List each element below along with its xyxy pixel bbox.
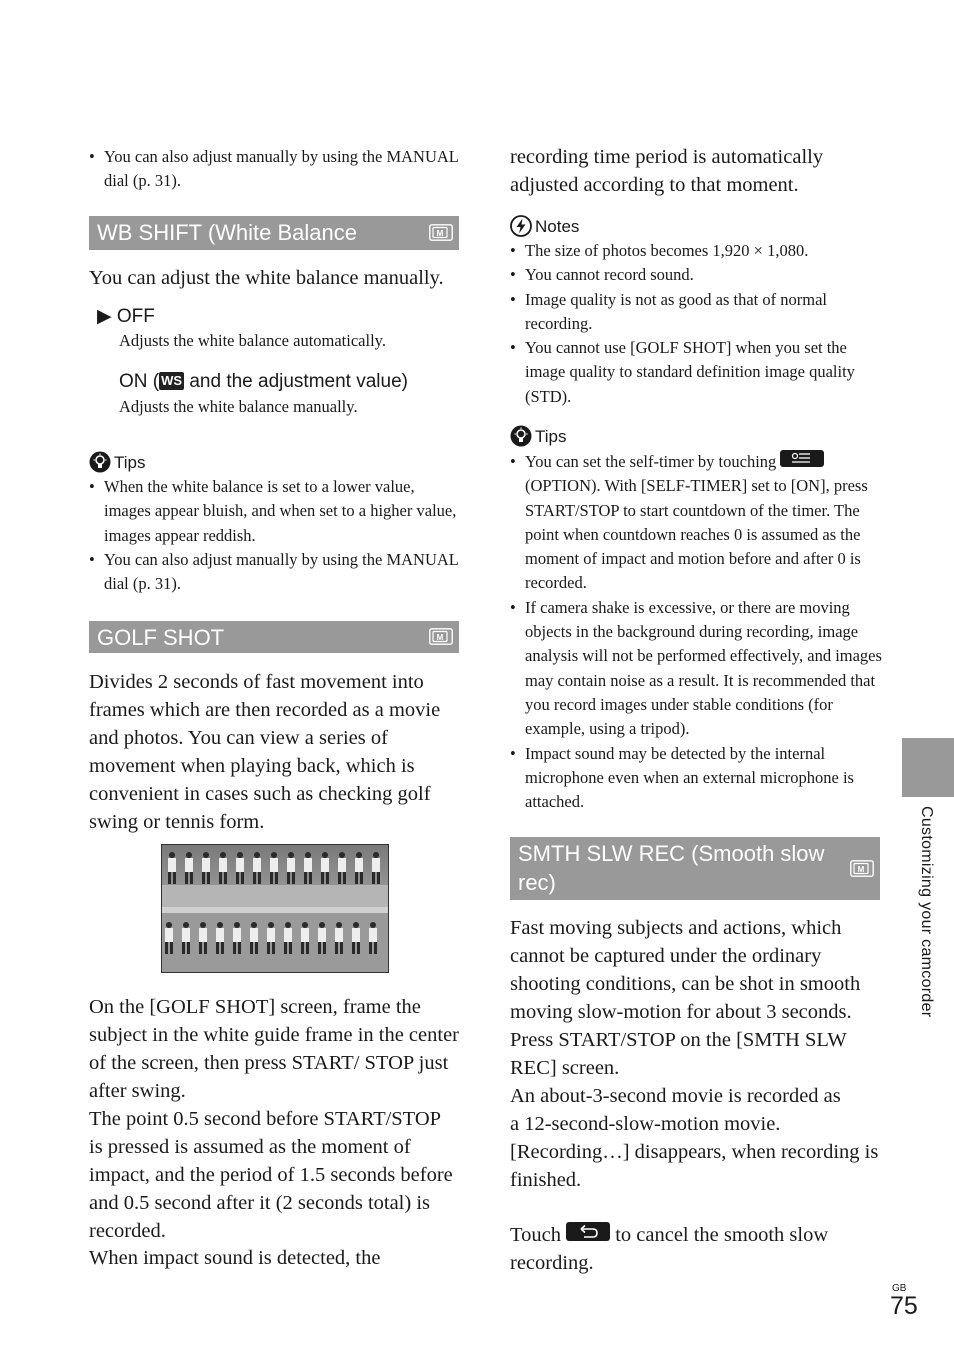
chapter-side-label: Customizing your camcorder bbox=[918, 806, 935, 1018]
option-off bbox=[97, 305, 155, 329]
right-tips-label-text: Tips bbox=[535, 427, 567, 446]
tip-item-self-timer bbox=[510, 450, 882, 596]
lightbulb-icon bbox=[89, 451, 111, 473]
touch-prefix: Touch bbox=[510, 1224, 561, 1246]
smth-para3: An about-3-second movie is recorded as a 12-second-slow-motion movie. bbox=[510, 1085, 841, 1135]
tip-item: • If camera shake is excessive, or there are moving objects in the background during recording, image analysis will not be performed effectively, and images may contain noise as a result. It is recommended that you record images under stable conditions (for example, using a tripod). bbox=[510, 596, 882, 742]
notes-list bbox=[510, 239, 880, 409]
touch-suffix: to cancel the smooth slow recording. bbox=[510, 1224, 829, 1274]
wb-tips-label-text: Tips bbox=[114, 453, 146, 472]
lightbulb-icon bbox=[510, 425, 532, 447]
golf-shot-intro: Divides 2 seconds of fast movement into frames which are then recorded as a movie and photos. You can view a series of movement when playing back, which is convenient in cases such as checking golf swing or tennis form. bbox=[89, 671, 441, 833]
option-on-suffix: and the adjustment value) bbox=[184, 371, 408, 392]
wb-tip-item: • When the white balance is set to a lower value, images appear bluish, and when set to a higher value, images appear reddish. bbox=[89, 475, 459, 548]
golf-shot-heading bbox=[89, 621, 459, 653]
wb-shift-heading-text: WB SHIFT (White Balance Shift) bbox=[97, 220, 357, 274]
notes-label-text: Notes bbox=[535, 217, 580, 236]
right-tips-label bbox=[510, 425, 567, 448]
notes-icon bbox=[510, 215, 532, 237]
smth-slw-rec-heading-text: SMTH SLW REC (Smooth slow rec) bbox=[518, 841, 825, 895]
option-off-label: OFF bbox=[116, 306, 155, 327]
note-item: • You cannot use [GOLF SHOT] when you set the image quality to standard definition image quality (STD). bbox=[510, 336, 880, 409]
svg-text:M: M bbox=[436, 633, 444, 642]
note-item: • You cannot record sound. bbox=[510, 263, 880, 287]
golf-continuation: recording time period is automatically adjusted according to that moment. bbox=[510, 146, 824, 196]
option-on-prefix: ON ( bbox=[119, 371, 160, 392]
manual-mode-icon bbox=[429, 628, 453, 645]
wb-tips-label bbox=[89, 451, 146, 474]
note-item: • The size of photos becomes 1,920 × 1,080. bbox=[510, 239, 880, 263]
ws-icon: WS bbox=[161, 373, 183, 388]
smth-para2: Press START/STOP on the [SMTH SLW REC] screen. bbox=[510, 1029, 847, 1079]
manual-mode-icon bbox=[850, 860, 874, 877]
tip1-prefix: You can set the self-timer by touching bbox=[525, 452, 777, 471]
note-item: • Image quality is not as good as that of normal recording. bbox=[510, 288, 880, 337]
golf-shot-para1: On the [GOLF SHOT] screen, frame the subject in the white guide frame in the center of the screen, then press START/ STOP just after swing. bbox=[89, 996, 460, 1102]
return-button-icon[interactable] bbox=[566, 1222, 610, 1241]
option-on-desc: Adjusts the white balance manually. bbox=[119, 397, 358, 416]
region-code: GB bbox=[892, 1283, 907, 1294]
wb-shift-heading bbox=[89, 216, 459, 274]
intro-bullet-list bbox=[89, 145, 459, 194]
default-arrow-icon: ▶ bbox=[97, 306, 112, 327]
intro-bullet: • You can also adjust manually by using the MANUAL dial (p. 31). bbox=[89, 145, 459, 194]
option-off-desc: Adjusts the white balance automatically. bbox=[119, 331, 386, 350]
option-on bbox=[119, 370, 408, 394]
wb-tips-list bbox=[89, 475, 459, 596]
tip-item: • Impact sound may be detected by the internal microphone even when an external microphone is attached. bbox=[510, 742, 882, 815]
chapter-side-tab bbox=[902, 738, 954, 797]
smth-touch-para bbox=[510, 1222, 880, 1278]
smth-para4: [Recording…] disappears, when recording is finished. bbox=[510, 1141, 879, 1191]
smth-para1: Fast moving subjects and actions, which cannot be captured under the ordinary shooting conditions, can be shot in smooth moving slow-motion for about 3 seconds. bbox=[510, 917, 861, 1023]
manual-mode-icon bbox=[429, 224, 453, 241]
golf-swing-sequence-photo bbox=[161, 844, 389, 973]
tip1-suffix: (OPTION). With [SELF-TIMER] set to [ON], press START/STOP to start countdown of the timer. The point when countdown reaches 0 is assumed as the moment of impact and motion before and after 0 is recorded. bbox=[525, 476, 868, 593]
wb-shift-intro: You can adjust the white balance manually. bbox=[89, 267, 444, 289]
golf-shot-heading-text: GOLF SHOT bbox=[97, 625, 225, 650]
notes-label bbox=[510, 215, 579, 238]
wb-tip-item: • You can also adjust manually by using the MANUAL dial (p. 31). bbox=[89, 548, 459, 597]
svg-text:M: M bbox=[436, 229, 444, 238]
golf-shot-para3: When impact sound is detected, the bbox=[89, 1247, 381, 1269]
right-tips-list bbox=[510, 450, 882, 814]
svg-text:M: M bbox=[857, 865, 865, 874]
page-number: 75 bbox=[890, 1292, 918, 1320]
smth-slw-rec-heading bbox=[510, 837, 880, 900]
golf-shot-para2: The point 0.5 second before START/STOP is pressed is assumed as the moment of impact, and the period of 1.5 seconds before and 0.5 second after it (2 seconds total) is recorded. bbox=[89, 1108, 453, 1242]
option-button-icon[interactable] bbox=[780, 450, 824, 467]
